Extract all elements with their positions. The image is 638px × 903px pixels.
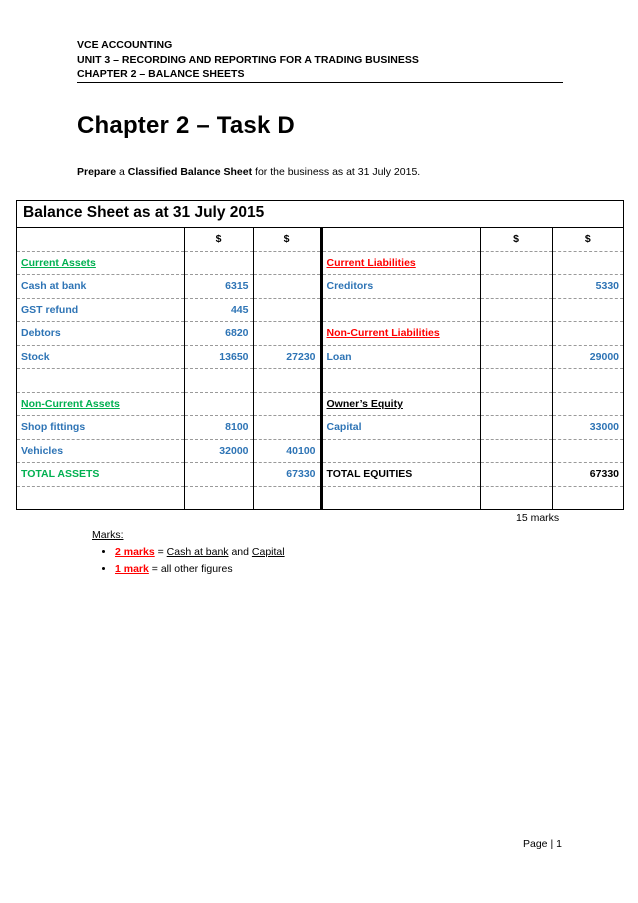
table-row bbox=[17, 369, 623, 393]
table-cell bbox=[184, 369, 253, 393]
marks-list bbox=[92, 544, 285, 578]
marks-value: 2 marks bbox=[115, 546, 155, 558]
table-row bbox=[17, 416, 623, 440]
table-cell bbox=[480, 416, 552, 440]
table-cell bbox=[480, 369, 552, 393]
table-row bbox=[17, 392, 623, 416]
section-owners-equity: Owner’s Equity bbox=[321, 392, 480, 416]
table-cell bbox=[184, 486, 253, 509]
table-cell: 33000 bbox=[552, 416, 623, 440]
table-cell bbox=[253, 369, 321, 393]
section-current-assets: Current Assets bbox=[17, 251, 184, 275]
total-equities-label: TOTAL EQUITIES bbox=[321, 463, 480, 487]
table-row bbox=[17, 486, 623, 509]
header-cell-currency: $ bbox=[253, 228, 321, 251]
table-cell: 40100 bbox=[253, 439, 321, 463]
table-cell bbox=[480, 322, 552, 346]
item-capital: Capital bbox=[321, 416, 480, 440]
table-cell: 32000 bbox=[184, 439, 253, 463]
table-cell: 445 bbox=[184, 298, 253, 322]
table-cell bbox=[253, 251, 321, 275]
table-row bbox=[17, 251, 623, 275]
marks-item-cash: Cash at bank bbox=[166, 546, 229, 558]
table-cell bbox=[480, 463, 552, 487]
table-cell bbox=[253, 275, 321, 299]
task-instruction bbox=[77, 166, 420, 178]
table-cell bbox=[480, 275, 552, 299]
table-cell bbox=[552, 392, 623, 416]
marks-equals: = bbox=[154, 546, 167, 558]
table-row bbox=[17, 322, 623, 346]
item-vehicles: Vehicles bbox=[17, 439, 184, 463]
table-cell bbox=[253, 486, 321, 509]
table-cell bbox=[17, 369, 184, 393]
header-cell-currency: $ bbox=[184, 228, 253, 251]
header-cell-label bbox=[17, 228, 184, 251]
item-gst-refund: GST refund bbox=[17, 298, 184, 322]
table-cell: 6315 bbox=[184, 275, 253, 299]
item-cash-at-bank: Cash at bank bbox=[17, 275, 184, 299]
section-non-current-assets: Non-Current Assets bbox=[17, 392, 184, 416]
instruction-rest: for the business as at 31 July 2015. bbox=[252, 166, 421, 178]
table-header-row bbox=[17, 228, 623, 251]
table-cell: 29000 bbox=[552, 345, 623, 369]
total-equities-value: 67330 bbox=[552, 463, 623, 487]
item-debtors: Debtors bbox=[17, 322, 184, 346]
balance-sheet-table bbox=[17, 228, 623, 509]
header-course: VCE ACCOUNTING bbox=[77, 39, 173, 51]
table-cell bbox=[480, 298, 552, 322]
table-cell bbox=[253, 322, 321, 346]
table-cell bbox=[17, 486, 184, 509]
instruction-classified: Classified Balance Sheet bbox=[127, 166, 253, 178]
section-current-liabilities: Current Liabilities bbox=[321, 251, 480, 275]
table-cell bbox=[480, 439, 552, 463]
instruction-prepare: Prepare bbox=[77, 166, 117, 178]
header-cell-currency: $ bbox=[552, 228, 623, 251]
instruction-a: a bbox=[116, 166, 128, 178]
table-cell: 13650 bbox=[184, 345, 253, 369]
marks-item-capital: Capital bbox=[251, 546, 285, 558]
table-cell bbox=[321, 369, 480, 393]
table-cell bbox=[552, 322, 623, 346]
table-cell bbox=[253, 416, 321, 440]
page-number: Page | 1 bbox=[523, 838, 562, 850]
table-cell bbox=[552, 439, 623, 463]
page-title: Chapter 2 – Task D bbox=[77, 112, 295, 139]
table-cell bbox=[552, 298, 623, 322]
header-unit: UNIT 3 – RECORDING AND REPORTING FOR A TRADING BUSINESS bbox=[77, 53, 419, 66]
table-cell bbox=[184, 463, 253, 487]
header-rule bbox=[77, 82, 563, 83]
marks-and: and bbox=[228, 546, 252, 558]
header-chapter: CHAPTER 2 – BALANCE SHEETS bbox=[77, 68, 245, 80]
total-assets-label: TOTAL ASSETS bbox=[17, 463, 184, 487]
marks-label: Marks: bbox=[92, 529, 124, 541]
table-cell bbox=[253, 298, 321, 322]
marks-rest: = all other figures bbox=[148, 563, 233, 575]
table-cell: 8100 bbox=[184, 416, 253, 440]
table-cell bbox=[321, 298, 480, 322]
list-item bbox=[115, 544, 285, 561]
header-cell-label bbox=[321, 228, 480, 251]
table-row bbox=[17, 298, 623, 322]
table-cell: 6820 bbox=[184, 322, 253, 346]
total-assets-value: 67330 bbox=[253, 463, 321, 487]
table-row bbox=[17, 439, 623, 463]
table-cell bbox=[184, 251, 253, 275]
table-cell: 5330 bbox=[552, 275, 623, 299]
table-cell bbox=[552, 251, 623, 275]
table-row bbox=[17, 345, 623, 369]
table-cell bbox=[480, 345, 552, 369]
table-cell bbox=[552, 486, 623, 509]
table-cell bbox=[321, 439, 480, 463]
table-cell bbox=[480, 486, 552, 509]
item-creditors: Creditors bbox=[321, 275, 480, 299]
balance-sheet-title: Balance Sheet as at 31 July 2015 bbox=[23, 204, 265, 221]
section-non-current-liabilities: Non-Current Liabilities bbox=[321, 322, 480, 346]
item-loan: Loan bbox=[321, 345, 480, 369]
header-cell-currency: $ bbox=[480, 228, 552, 251]
document-header bbox=[77, 38, 563, 82]
item-shop-fittings: Shop fittings bbox=[17, 416, 184, 440]
table-cell bbox=[321, 486, 480, 509]
list-item bbox=[115, 561, 285, 578]
marks-total: 15 marks bbox=[516, 512, 560, 524]
table-cell: 27230 bbox=[253, 345, 321, 369]
item-stock: Stock bbox=[17, 345, 184, 369]
balance-sheet bbox=[16, 200, 624, 510]
marks-value: 1 mark bbox=[115, 563, 149, 575]
table-row bbox=[17, 463, 623, 487]
table-cell bbox=[552, 369, 623, 393]
table-cell bbox=[480, 251, 552, 275]
table-cell bbox=[480, 392, 552, 416]
table-row bbox=[17, 275, 623, 299]
table-cell bbox=[253, 392, 321, 416]
table-cell bbox=[184, 392, 253, 416]
